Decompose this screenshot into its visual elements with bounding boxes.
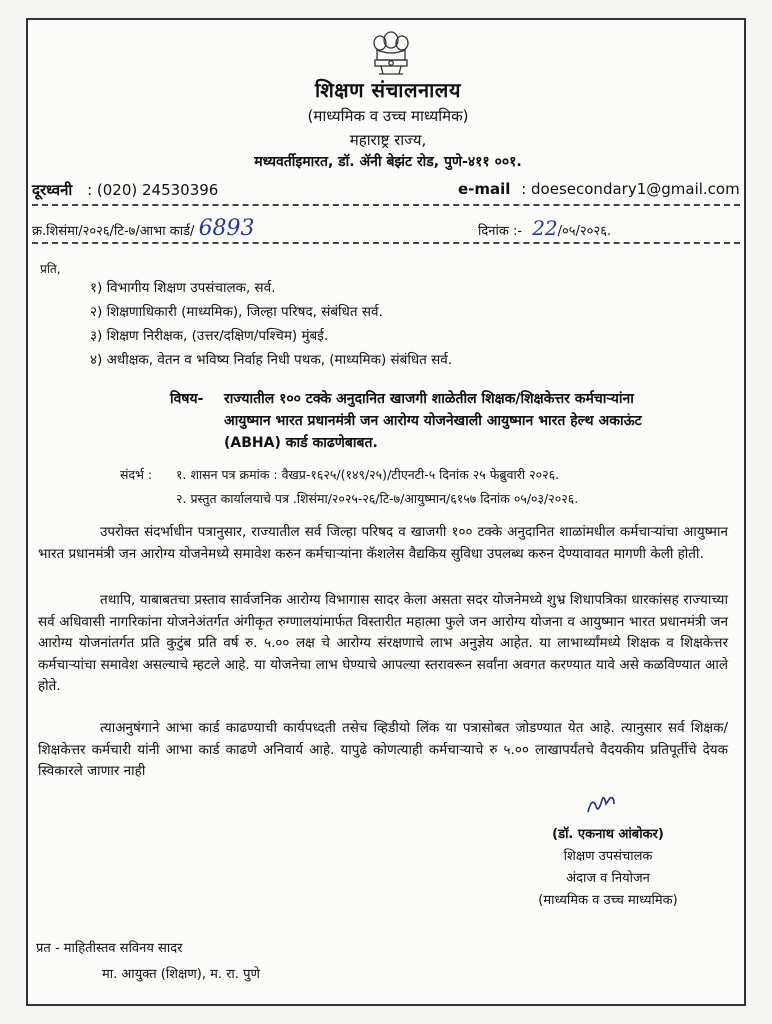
recipient-item: ३) शिक्षण निरीक्षक, (उत्तर/दक्षिण/पश्चिम) मुंबई. [90, 328, 329, 344]
date-handwritten-day: 22 [532, 216, 558, 240]
reference-handwritten-number: 6893 [198, 216, 255, 241]
office-address: मध्यवर्तीइमारत, डॉ. ॲनी बेझंट रोड, पुणे-४११ ००१. [254, 154, 522, 170]
org-name: शिक्षण संचालनालय [315, 78, 461, 102]
recipient-item: १) विभागीय शिक्षण उपसंचालक, सर्व. [90, 280, 276, 296]
state-name: महाराष्ट्र राज्य, [349, 131, 427, 149]
body-paragraph-3: त्याअनुषंगाने आभा कार्ड काढण्याची कार्यपध्दती तसेच व्हिडीयो लिंक या पत्रासोबत जोडण्यात येत आहे. त्यानुसार सर्व शिक्षक/शिक्षकेत्तर कर्मचारी यांनी आभा कार्ड काढणे अनिवार्य आहे. यापुढे कोणत्याही कर्मचाऱ्याचे रु ५.०० लाखापर्यंतचे वैदयकीय प्रतिपूर्तीचे देयक स्विकारले जाणार नाही [38, 720, 728, 779]
signature-block [498, 824, 718, 912]
references-label: संदर्भ : [120, 467, 153, 482]
copy-line: प्रत - माहितीस्तव सविनय सादर [36, 941, 183, 956]
email-row [458, 180, 740, 198]
date-label: दिनांक :- [478, 224, 523, 239]
subject-line-2: आयुष्मान भारत प्रधानमंत्री जन आरोग्य योजनेखाली आयुष्मान भारत हेल्थ अकाऊंट [224, 413, 642, 429]
subject-line-3: (ABHA) कार्ड काढणेबाबत. [224, 435, 378, 451]
signatory-section: अंदाज व नियोजन [566, 871, 650, 886]
header-divider [32, 204, 740, 206]
recipient-item: २) शिक्षणाधिकारी (माध्यमिक), जिल्हा परिषद, संबंधित सर्व. [90, 304, 383, 320]
recipient-prati: प्रति, [40, 262, 61, 276]
reference-item-1: १. शासन पत्र क्रमांक : वैखप्र-१६२५/(१४९/२५)/टीएनटी-५ दिनांक २५ फेब्रुवारी २०२६. [176, 467, 560, 482]
copy-recipient: मा. आयुक्त (शिक्षण), म. रा. पुणे [102, 967, 260, 982]
reference-date [478, 216, 611, 240]
subject-line-1: राज्यातील १०० टक्के अनुदानित खाजगी शाळेतील शिक्षक/शिक्षकेत्तर कर्मचाऱ्यांना [224, 391, 634, 407]
phone-number: : (020) 24530396 [87, 181, 219, 199]
email-label: e-mail [458, 180, 511, 198]
signatory-department: (माध्यमिक व उच्च माध्यमिक) [538, 893, 678, 908]
reference-item-2: २. प्रस्तुत कार्यालयाचे पत्र .शिसंमा/२०२५-२६/टि-७/आयुष्मान/६१५७ दिनांक ०५/०३/२०२६. [176, 491, 579, 506]
recipient-item: ४) अधीक्षक, वेतन व भविष्य निर्वाह निधी पथक, (माध्यमिक) संबंधित सर्व. [90, 352, 453, 368]
signatory-title: शिक्षण उपसंचालक [563, 849, 653, 864]
phone-label: दूरध्वनी [32, 181, 73, 199]
letter-page [26, 18, 746, 1006]
reference-number [32, 216, 255, 241]
org-subname: (माध्यमिक व उच्च माध्यमिक) [307, 107, 469, 125]
body-paragraph-1: उपरोक्त संदर्भाधीन पत्रानुसार, राज्यातील सर्व जिल्हा परिषद व खाजगी १०० टक्के अनुदानित शाळांमधील कर्मचाऱ्यांचा आयुष्मान भारत प्रधानमंत्री जन आरोग्य योजनेमध्ये समावेश करुन कर्मचाऱ्यांना कॅशलेस वैद्यकिय सुविधा उपलब्ध करुन देण्यावावत मागणी केली होती. [38, 524, 728, 562]
body-paragraph-2: तथापि, याबाबतचा प्रस्ताव सार्वजनिक आरोग्य विभागास सादर केला असता सदर योजनेमध्ये शुभ्र शिधापत्रिका धारकांसह राज्याच्या सर्व अधिवासी नागरिकांना योजनेअंतर्गत अंगीकृत रुग्णालयांमार्फत विस्तारीत महात्मा फुले जन आरोग्य योजना व आयुष्मान भारत प्रधानमंत्री जन आरोग्य योजनांतर्गत प्रति कुटुंब प्रति वर्ष रु. ५.०० लक्ष चे आरोग्य संरक्षणाचे लाभ अनुज्ञेय आहेत. या लाभार्थ्यांमध्ये शिक्षक व शिक्षकेत्तर कर्मचाऱ्यांचा समावेश असल्याचे म्हटले आहे. या योजनेचा लाभ घेण्याचे आपल्या स्तरावरून सर्वांना अवगत करण्यात यावे असे कळविण्यात आले होते. [38, 592, 728, 694]
reference-prefix: क्र.शिसंमा/२०२६/टि-७/आभा कार्ड/ [32, 224, 195, 239]
handwritten-signature-icon [584, 792, 618, 820]
state-emblem-icon [363, 26, 419, 78]
signatory-name: (डॉ. एकनाथ आंबोकर) [552, 827, 664, 842]
subject-label: विषय- [170, 391, 204, 407]
phone-row [32, 180, 218, 200]
recipient-list [90, 278, 730, 378]
date-suffix: /०५/२०२६. [557, 224, 612, 239]
email-address: : doesecondary1@gmail.com [521, 180, 740, 198]
reference-divider [32, 242, 740, 244]
